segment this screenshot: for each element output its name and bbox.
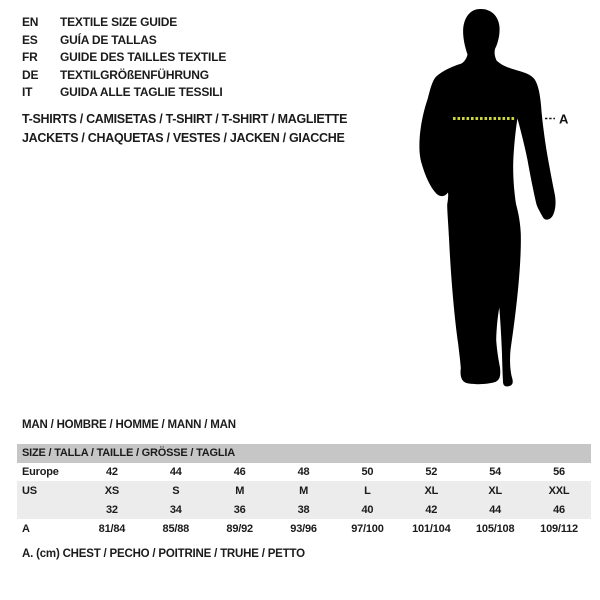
language-label: GUÍA DE TALLAS (60, 32, 157, 47)
language-row (22, 14, 226, 32)
language-label: GUIDE DES TAILLES TEXTILE (60, 50, 227, 64)
language-label: TEXTILE SIZE GUIDE (60, 15, 178, 29)
table-cell: XXL (548, 484, 570, 497)
table-cell: 46 (233, 466, 246, 478)
section-title-man: MAN / HOMBRE / HOMME / MANN / MAN (22, 419, 236, 431)
man-silhouette (402, 6, 577, 390)
language-code: DE (22, 67, 39, 82)
size-table-header: SIZE / TALLA / TAILLE / GRÖSSE / TAGLIA (17, 444, 591, 463)
language-code: EN (22, 15, 39, 29)
table-cell: 38 (297, 503, 310, 516)
table-cell: 32 (106, 503, 118, 516)
table-cell: M (299, 484, 309, 497)
table-cell: 50 (361, 466, 374, 478)
table-row-chest (17, 519, 591, 538)
language-code: IT (22, 85, 33, 99)
language-row (22, 84, 226, 102)
table-cell: M (235, 484, 245, 497)
table-cell: 48 (297, 466, 310, 478)
language-row (22, 49, 226, 67)
language-code: ES (22, 32, 38, 47)
table-cell: S (172, 484, 180, 497)
table-cell: 40 (361, 503, 374, 516)
table-cell: 46 (553, 503, 565, 516)
size-table (17, 444, 591, 538)
chest-measurement-note: A. (cm) CHEST / PECHO / POITRINE / TRUHE / PETTO (22, 548, 305, 560)
table-cell: 44 (169, 466, 182, 478)
table-cell: 97/100 (351, 522, 384, 535)
table-cell: 109/112 (540, 522, 578, 535)
table-cell: 44 (489, 503, 502, 516)
table-cell: XL (488, 484, 503, 497)
table-cell: XS (104, 484, 120, 497)
language-row (22, 67, 226, 85)
measure-label-a: A (559, 111, 569, 127)
language-code: FR (22, 50, 38, 64)
table-cell: 105/108 (476, 522, 515, 535)
row-label: A (22, 522, 30, 535)
silhouette-path (419, 9, 555, 386)
table-cell: 34 (169, 503, 182, 516)
language-label: TEXTILGRÖßENFÜHRUNG (60, 67, 209, 82)
category-lines (22, 110, 347, 148)
row-label: Europe (22, 466, 59, 478)
category-line-tshirts: T-SHIRTS / CAMISETAS / T-SHIRT / T-SHIRT / MAGLIETTE (22, 112, 348, 126)
language-row (22, 32, 226, 50)
category-line-jackets: JACKETS / CHAQUETAS / VESTES / JACKEN / GIACCHE (22, 131, 345, 145)
language-label: GUIDA ALLE TAGLIE TESSILI (60, 85, 223, 99)
table-row-us (17, 481, 591, 500)
table-cell: XL (424, 484, 439, 497)
table-cell: 36 (233, 503, 246, 516)
table-row-europe (17, 463, 591, 481)
table-cell: 42 (106, 466, 118, 478)
language-list (22, 14, 226, 102)
table-cell: 81/84 (98, 522, 126, 535)
table-cell: 89/92 (226, 522, 253, 535)
table-cell: 42 (425, 503, 438, 516)
table-cell: 54 (489, 466, 502, 478)
table-cell: L (364, 484, 371, 497)
row-label: US (22, 484, 37, 497)
table-cell: 101/104 (412, 522, 451, 535)
table-row-alt-sizes (17, 500, 591, 519)
table-cell: 52 (425, 466, 438, 478)
table-cell: 93/96 (290, 522, 317, 535)
table-cell: 56 (553, 466, 565, 478)
table-cell: 85/88 (162, 522, 190, 535)
